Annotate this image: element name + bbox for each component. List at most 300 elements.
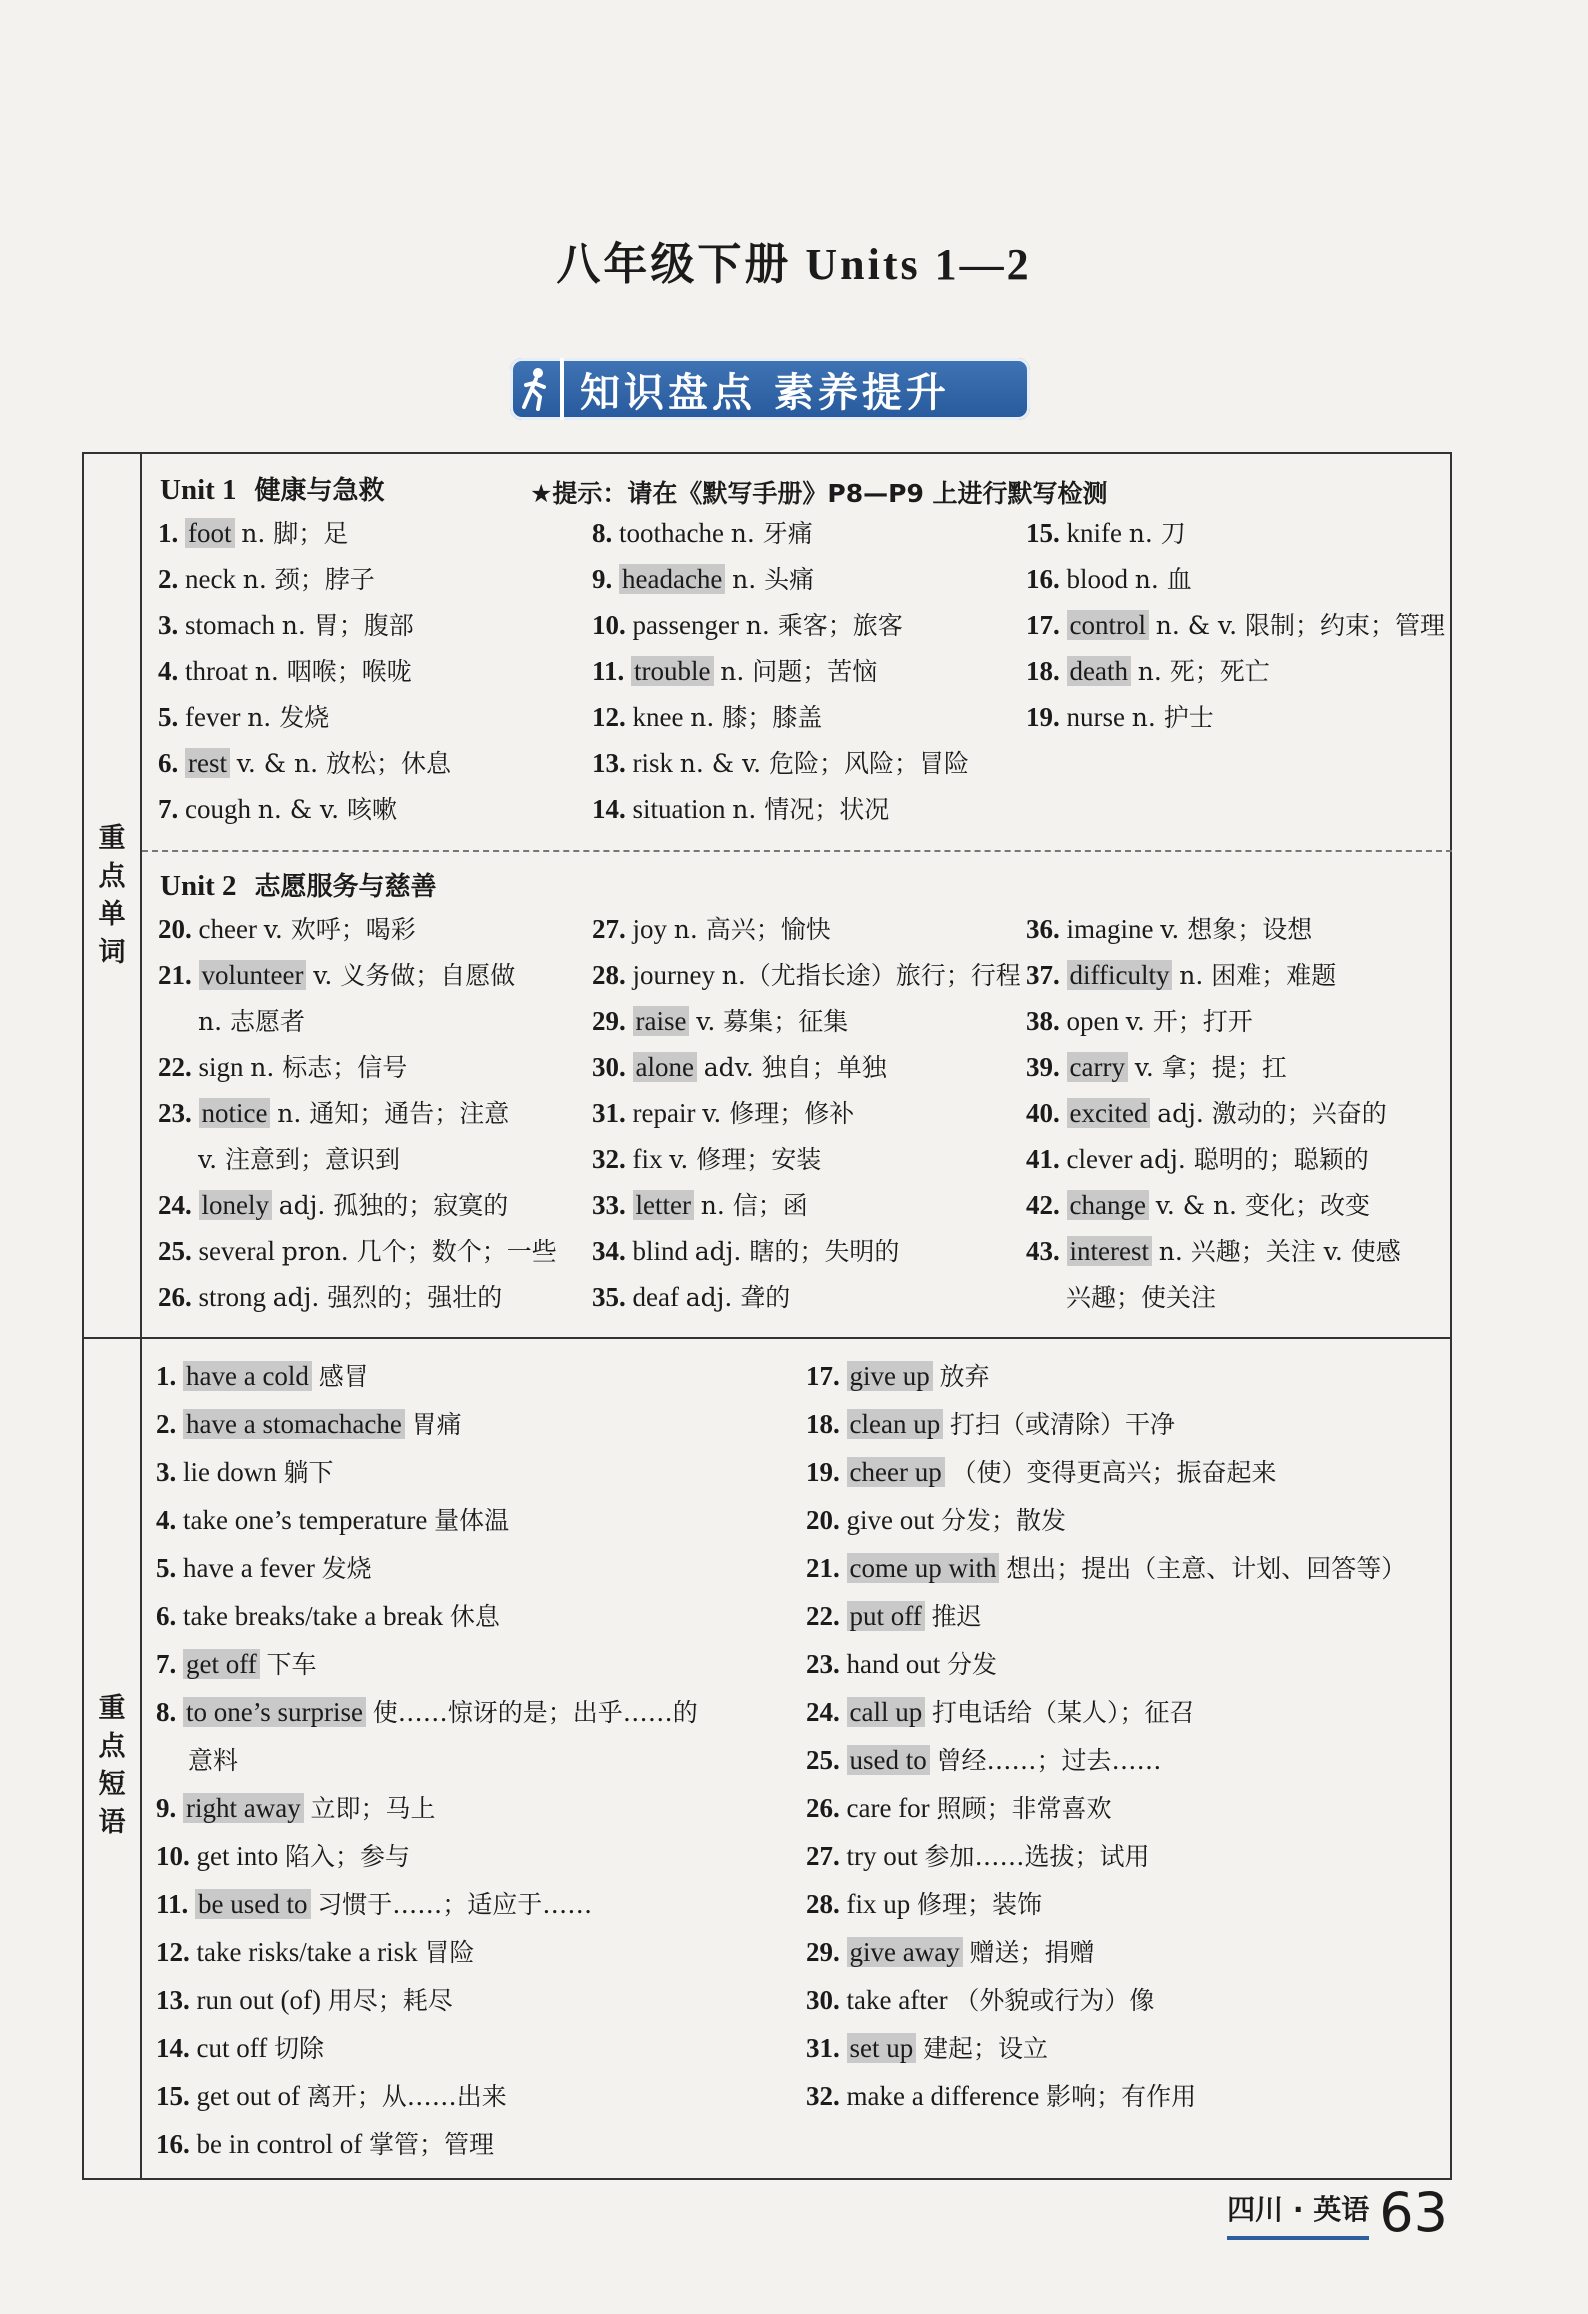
word-text: control (1067, 610, 1149, 640)
phrase-text: give away (847, 1937, 963, 1967)
definition-text: n. & v. 危险；风险；冒险 (679, 749, 969, 778)
definition-text: n. 志愿者 (198, 1007, 305, 1036)
item-number: 31. (806, 2033, 840, 2063)
item-number: 10. (156, 1841, 190, 1871)
word-item (592, 786, 969, 832)
definition-text: n. 高兴；愉快 (673, 915, 831, 944)
phrase-item (806, 1496, 1406, 1544)
section-banner (510, 358, 1030, 420)
word-item (158, 648, 451, 694)
word-text: cheer (198, 914, 257, 944)
phrase-item (156, 1352, 698, 1400)
word-text: death (1067, 656, 1131, 686)
word-text: passenger (632, 610, 739, 640)
item-number: 3. (156, 1457, 177, 1487)
definition-text: 感冒 (318, 1362, 369, 1391)
definition-text: n. 胃；腹部 (281, 611, 414, 640)
phrase-text: get off (183, 1649, 260, 1679)
phrase-item (156, 2024, 698, 2072)
unit2-col-2 (592, 906, 1021, 1320)
page-number: 63 (1379, 2181, 1448, 2244)
item-number: 30. (592, 1052, 626, 1082)
definition-text: v. 募集；征集 (696, 1007, 849, 1036)
word-item (1026, 1182, 1401, 1228)
definition-text: n. 标志；信号 (250, 1053, 408, 1082)
phrase-item (156, 1832, 698, 1880)
phrase-item (806, 1592, 1406, 1640)
phrase-text: care for (846, 1793, 930, 1823)
definition-text: n. 信；函 (700, 1191, 808, 1220)
word-text: fever (185, 702, 241, 732)
phrase-item (806, 1784, 1406, 1832)
item-number: 24. (158, 1190, 192, 1220)
definition-text: 分发；散发 (941, 1506, 1067, 1535)
definition-text: v. 欢呼；喝彩 (263, 915, 416, 944)
definition-text: pron. 几个；数个；一些 (281, 1237, 557, 1266)
item-number: 1. (158, 518, 179, 548)
definition-text: n. 困难；难题 (1179, 961, 1337, 990)
phrases-col-2 (806, 1352, 1406, 2120)
definition-text: n. 乘客；旅客 (745, 611, 903, 640)
definition-text: n. 通知；通告；注意 (277, 1099, 510, 1128)
word-text: lonely (199, 1190, 273, 1220)
definition-text: n. 脚；足 (241, 519, 349, 548)
phrase-item (156, 2072, 698, 2120)
word-text: situation (632, 794, 726, 824)
definition-text: adj. 强烈的；强壮的 (272, 1283, 503, 1312)
item-number: 16. (156, 2129, 190, 2159)
phrase-item (806, 1352, 1406, 1400)
unit1-heading (160, 470, 385, 507)
word-item (592, 1090, 1021, 1136)
unit2-col-3 (1026, 906, 1401, 1320)
word-text: knife (1066, 518, 1122, 548)
definition-text: n. 发烧 (247, 703, 330, 732)
item-number: 6. (156, 1601, 177, 1631)
definition-text: adj. 瞎的；失明的 (694, 1237, 900, 1266)
item-number: 10. (592, 610, 626, 640)
word-item (592, 694, 969, 740)
item-number: 27. (806, 1841, 840, 1871)
word-item (158, 556, 451, 602)
definition-text: 用尽；耗尽 (327, 1986, 453, 2015)
phrase-text: put off (847, 1601, 925, 1631)
word-text: joy (632, 914, 668, 944)
word-item (158, 602, 451, 648)
word-item (592, 906, 1021, 952)
word-item (158, 1044, 557, 1090)
word-text: sign (198, 1052, 244, 1082)
word-item (592, 602, 969, 648)
definition-text: 离开；从……出来 (306, 2082, 507, 2111)
unit2-col-1 (158, 906, 557, 1320)
definition-text: （使）变得更高兴；振奋起来 (951, 1458, 1277, 1487)
definition-text: adj. 聪明的；聪颖的 (1139, 1145, 1369, 1174)
word-item (158, 1182, 557, 1228)
word-item (1026, 906, 1401, 952)
definition-text: 立即；马上 (310, 1794, 436, 1823)
unit-divider (142, 850, 1452, 852)
definition-text: 打扫（或清除）干净 (949, 1410, 1175, 1439)
footer-region: 四川 · 英语 (1227, 2188, 1369, 2240)
definition-text: n. & v. 咳嗽 (257, 795, 397, 824)
item-number: 3. (158, 610, 179, 640)
word-text: neck (185, 564, 236, 594)
definition-text: 下车 (266, 1650, 317, 1679)
word-item (592, 648, 969, 694)
definition-text: n. 死；死亡 (1137, 657, 1270, 686)
item-number: 43. (1026, 1236, 1060, 1266)
definition-text: 习惯于……；适应于…… (317, 1890, 593, 1919)
phrase-text: come up with (847, 1553, 1000, 1583)
word-item (158, 694, 451, 740)
item-number: 14. (156, 2033, 190, 2063)
definition-text: v. 修理；修补 (702, 1099, 855, 1128)
word-text: alone (633, 1052, 697, 1082)
phrase-text: take risks/take a risk (196, 1937, 418, 1967)
word-text: stomach (185, 610, 275, 640)
definition-text: adj. 激动的；兴奋的 (1157, 1099, 1387, 1128)
item-number: 6. (158, 748, 179, 778)
phrase-item (156, 2120, 698, 2168)
word-text: trouble (631, 656, 713, 686)
item-number: 11. (592, 656, 625, 686)
item-number: 22. (806, 1601, 840, 1631)
phrase-item (156, 1400, 698, 1448)
phrase-item (156, 1736, 698, 1784)
phrase-text: take after (846, 1985, 948, 2015)
item-number: 34. (592, 1236, 626, 1266)
word-item (592, 1228, 1021, 1274)
definition-text: 照顾；非常喜欢 (936, 1794, 1112, 1823)
phrase-item (806, 1976, 1406, 2024)
definition-text: 打电话给（某人）；征召 (931, 1698, 1195, 1727)
phrase-text: take breaks/take a break (183, 1601, 444, 1631)
words-section-label (82, 820, 142, 972)
word-item (1026, 556, 1445, 602)
item-number: 27. (592, 914, 626, 944)
definition-text: v. 修理；安装 (669, 1145, 822, 1174)
unit1-col-3 (1026, 510, 1445, 740)
word-text: clever (1066, 1144, 1133, 1174)
definition-text: 冒险 (424, 1938, 475, 1967)
word-text: rest (185, 748, 230, 778)
phrase-item (806, 1928, 1406, 1976)
definition-text: v. 注意到；意识到 (198, 1145, 401, 1174)
item-number: 25. (158, 1236, 192, 1266)
definition-text: v. 想象；设想 (1160, 915, 1313, 944)
definition-text: 想出；提出（主意、计划、回答等） (1006, 1554, 1407, 1583)
phrase-text: right away (183, 1793, 304, 1823)
phrase-text: call up (847, 1697, 926, 1727)
definition-text: 发烧 (321, 1554, 372, 1583)
word-text: excited (1067, 1098, 1151, 1128)
unit2-heading (160, 866, 437, 903)
word-item (592, 1182, 1021, 1228)
word-text: cough (185, 794, 251, 824)
definition-text: 曾经……；过去…… (936, 1746, 1162, 1775)
phrase-item (156, 1784, 698, 1832)
phrase-item (156, 1496, 698, 1544)
definition-text: adv. 独自；单独 (703, 1053, 887, 1082)
word-item (592, 1136, 1021, 1182)
phrase-text: get into (196, 1841, 279, 1871)
definition-text: adj. 聋的 (685, 1283, 791, 1312)
item-number: 42. (1026, 1190, 1060, 1220)
phrase-item (806, 1544, 1406, 1592)
item-number: 17. (1026, 610, 1060, 640)
definition-text: 赠送；捐赠 (969, 1938, 1095, 1967)
item-number: 13. (592, 748, 626, 778)
definition-text: n. 颈；脖子 (242, 565, 375, 594)
item-number: 40. (1026, 1098, 1060, 1128)
word-item (158, 740, 451, 786)
word-item (158, 1136, 557, 1182)
word-item (1026, 1090, 1401, 1136)
definition-text: 陷入；参与 (285, 1842, 411, 1871)
definition-text: n. 兴趣；关注 v. 使感 (1158, 1237, 1401, 1266)
word-text: risk (632, 748, 673, 778)
item-number: 33. (592, 1190, 626, 1220)
item-number: 32. (806, 2081, 840, 2111)
definition-text: 切除 (273, 2034, 324, 2063)
definition-text: 胃痛 (411, 1410, 462, 1439)
item-number: 31. (592, 1098, 626, 1128)
word-text: blind (632, 1236, 689, 1266)
item-number: 30. (806, 1985, 840, 2015)
item-number: 23. (158, 1098, 192, 1128)
phrase-item (156, 1976, 698, 2024)
word-item (1026, 1228, 1401, 1274)
word-item (592, 998, 1021, 1044)
item-number: 9. (592, 564, 613, 594)
unit2-title-zh: 志愿服务与慈善 (254, 872, 437, 902)
word-item (158, 906, 557, 952)
item-number: 4. (156, 1505, 177, 1535)
word-text: carry (1067, 1052, 1128, 1082)
item-number: 5. (158, 702, 179, 732)
item-number: 28. (592, 960, 626, 990)
item-number: 22. (158, 1052, 192, 1082)
phrase-item (156, 1880, 698, 1928)
item-number: 17. (806, 1361, 840, 1391)
item-number: 29. (592, 1006, 626, 1036)
word-item (1026, 1136, 1401, 1182)
item-number: 7. (156, 1649, 177, 1679)
word-item (158, 786, 451, 832)
definition-text: 修理；装饰 (917, 1890, 1043, 1919)
phrase-text: have a cold (183, 1361, 312, 1391)
phrase-item (156, 1640, 698, 1688)
item-number: 37. (1026, 960, 1060, 990)
item-number: 12. (592, 702, 626, 732)
item-number: 24. (806, 1697, 840, 1727)
phrase-item (806, 1448, 1406, 1496)
unit1-col-1 (158, 510, 451, 832)
definition-text: v. 义务做；自愿做 (313, 961, 516, 990)
word-item (1026, 1274, 1401, 1320)
phrase-item (156, 1448, 698, 1496)
item-number: 2. (158, 564, 179, 594)
phrase-text: cheer up (847, 1457, 945, 1487)
item-number: 4. (158, 656, 179, 686)
word-text: fix (632, 1144, 663, 1174)
phrase-item (806, 1688, 1406, 1736)
page-title: 八年级下册 Units 1—2 (556, 240, 1032, 289)
word-text: blood (1066, 564, 1129, 594)
item-number: 11. (156, 1889, 189, 1919)
definition-text: n. 头痛 (732, 565, 815, 594)
word-text: headache (619, 564, 725, 594)
item-number: 41. (1026, 1144, 1060, 1174)
phrase-item (806, 1736, 1406, 1784)
phrase-text: fix up (846, 1889, 911, 1919)
item-number: 32. (592, 1144, 626, 1174)
item-number: 26. (806, 1793, 840, 1823)
item-number: 25. (806, 1745, 840, 1775)
word-item (592, 1044, 1021, 1090)
phrase-text: give out (846, 1505, 935, 1535)
word-text: knee (632, 702, 684, 732)
phrase-text: be in control of (196, 2129, 363, 2159)
word-item (158, 1228, 557, 1274)
item-number: 20. (806, 1505, 840, 1535)
word-text: letter (633, 1190, 694, 1220)
word-text: volunteer (199, 960, 307, 990)
unit1-title-zh: 健康与急救 (254, 476, 385, 506)
phrase-text: used to (847, 1745, 930, 1775)
phrase-text: run out (of) (196, 1985, 321, 2015)
item-number: 23. (806, 1649, 840, 1679)
phrase-item (806, 1400, 1406, 1448)
item-number: 18. (1026, 656, 1060, 686)
item-number: 8. (156, 1697, 177, 1727)
phrase-text: get out of (196, 2081, 300, 2111)
definition-text: n. & v. 限制；约束；管理 (1155, 611, 1445, 640)
phrase-item (806, 1880, 1406, 1928)
phrases-label-text: 重点短语 (98, 1693, 126, 1838)
word-item (1026, 952, 1401, 998)
definition-text: 休息 (449, 1602, 500, 1631)
definition-text: 掌管；管理 (368, 2130, 494, 2159)
item-number: 12. (156, 1937, 190, 1967)
word-text: repair (632, 1098, 696, 1128)
word-item (1026, 998, 1401, 1044)
unit1-col-2 (592, 510, 969, 832)
banner-text: 知识盘点 素养提升 (580, 369, 950, 416)
word-item (158, 998, 557, 1044)
item-number: 2. (156, 1409, 177, 1439)
phrase-item (806, 2072, 1406, 2120)
definition-text: 影响；有作用 (1046, 2082, 1197, 2111)
word-item (158, 952, 557, 998)
word-text: toothache (619, 518, 724, 548)
definition-text: 建起；设立 (923, 2034, 1049, 2063)
item-number: 15. (1026, 518, 1060, 548)
item-number: 16. (1026, 564, 1060, 594)
word-item (1026, 694, 1445, 740)
item-number: 1. (156, 1361, 177, 1391)
item-number: 14. (592, 794, 626, 824)
item-number: 21. (806, 1553, 840, 1583)
item-number: 8. (592, 518, 613, 548)
item-number: 39. (1026, 1052, 1060, 1082)
runner-icon (510, 358, 564, 420)
item-number: 28. (806, 1889, 840, 1919)
unit1-title: Unit 1 (160, 474, 237, 506)
item-number: 21. (158, 960, 192, 990)
phrase-item (806, 2024, 1406, 2072)
unit2-title: Unit 2 (160, 870, 237, 902)
definition-text: n. 问题；苦恼 (720, 657, 878, 686)
word-text: deaf (632, 1282, 679, 1312)
definition-text: n. 情况；状况 (732, 795, 890, 824)
word-text: notice (199, 1098, 271, 1128)
word-text: imagine (1066, 914, 1154, 944)
page-footer (1227, 2181, 1448, 2244)
word-text: difficulty (1067, 960, 1173, 990)
item-number: 19. (806, 1457, 840, 1487)
item-number: 36. (1026, 914, 1060, 944)
word-item (1026, 510, 1445, 556)
word-text: strong (198, 1282, 266, 1312)
item-number: 26. (158, 1282, 192, 1312)
word-item (1026, 602, 1445, 648)
word-item (158, 510, 451, 556)
section-divider (82, 1337, 1452, 1339)
phrase-item (156, 1688, 698, 1736)
definition-text: 兴趣；使关注 (1066, 1283, 1217, 1312)
word-item (158, 1090, 557, 1136)
phrase-item (806, 1640, 1406, 1688)
definition-text: n. 血 (1134, 565, 1192, 594)
phrase-text: set up (847, 2033, 917, 2063)
word-item (592, 510, 969, 556)
phrase-text: have a fever (183, 1553, 315, 1583)
word-item (592, 1274, 1021, 1320)
item-number: 20. (158, 914, 192, 944)
definition-text: n.（尤指长途）旅行；行程 (721, 961, 1021, 990)
definition-text: v. & n. 变化；改变 (1155, 1191, 1370, 1220)
item-number: 35. (592, 1282, 626, 1312)
item-number: 5. (156, 1553, 177, 1583)
word-item (592, 740, 969, 786)
item-number: 19. (1026, 702, 1060, 732)
phrase-text: give up (847, 1361, 933, 1391)
phrase-item (156, 1592, 698, 1640)
phrase-text: lie down (183, 1457, 277, 1487)
phrase-text: be used to (195, 1889, 310, 1919)
phrase-text: make a difference (846, 2081, 1040, 2111)
word-text: open (1066, 1006, 1119, 1036)
word-text: change (1067, 1190, 1149, 1220)
item-number: 29. (806, 1937, 840, 1967)
phrase-item (156, 1544, 698, 1592)
word-text: interest (1067, 1236, 1152, 1266)
tip-text: ★提示：请在《默写手册》P8—P9 上进行默写检测 (530, 479, 1108, 508)
definition-text: 意料 (188, 1746, 239, 1775)
phrase-text: clean up (847, 1409, 944, 1439)
definition-text: n. 刀 (1128, 519, 1186, 548)
phrase-text: hand out (846, 1649, 941, 1679)
phrase-text: cut off (196, 2033, 268, 2063)
phrases-col-1 (156, 1352, 698, 2168)
word-text: nurse (1066, 702, 1125, 732)
phrase-text: try out (846, 1841, 918, 1871)
definition-text: 放弃 (939, 1362, 990, 1391)
phrase-item (806, 1832, 1406, 1880)
definition-text: v. & n. 放松；休息 (236, 749, 451, 778)
